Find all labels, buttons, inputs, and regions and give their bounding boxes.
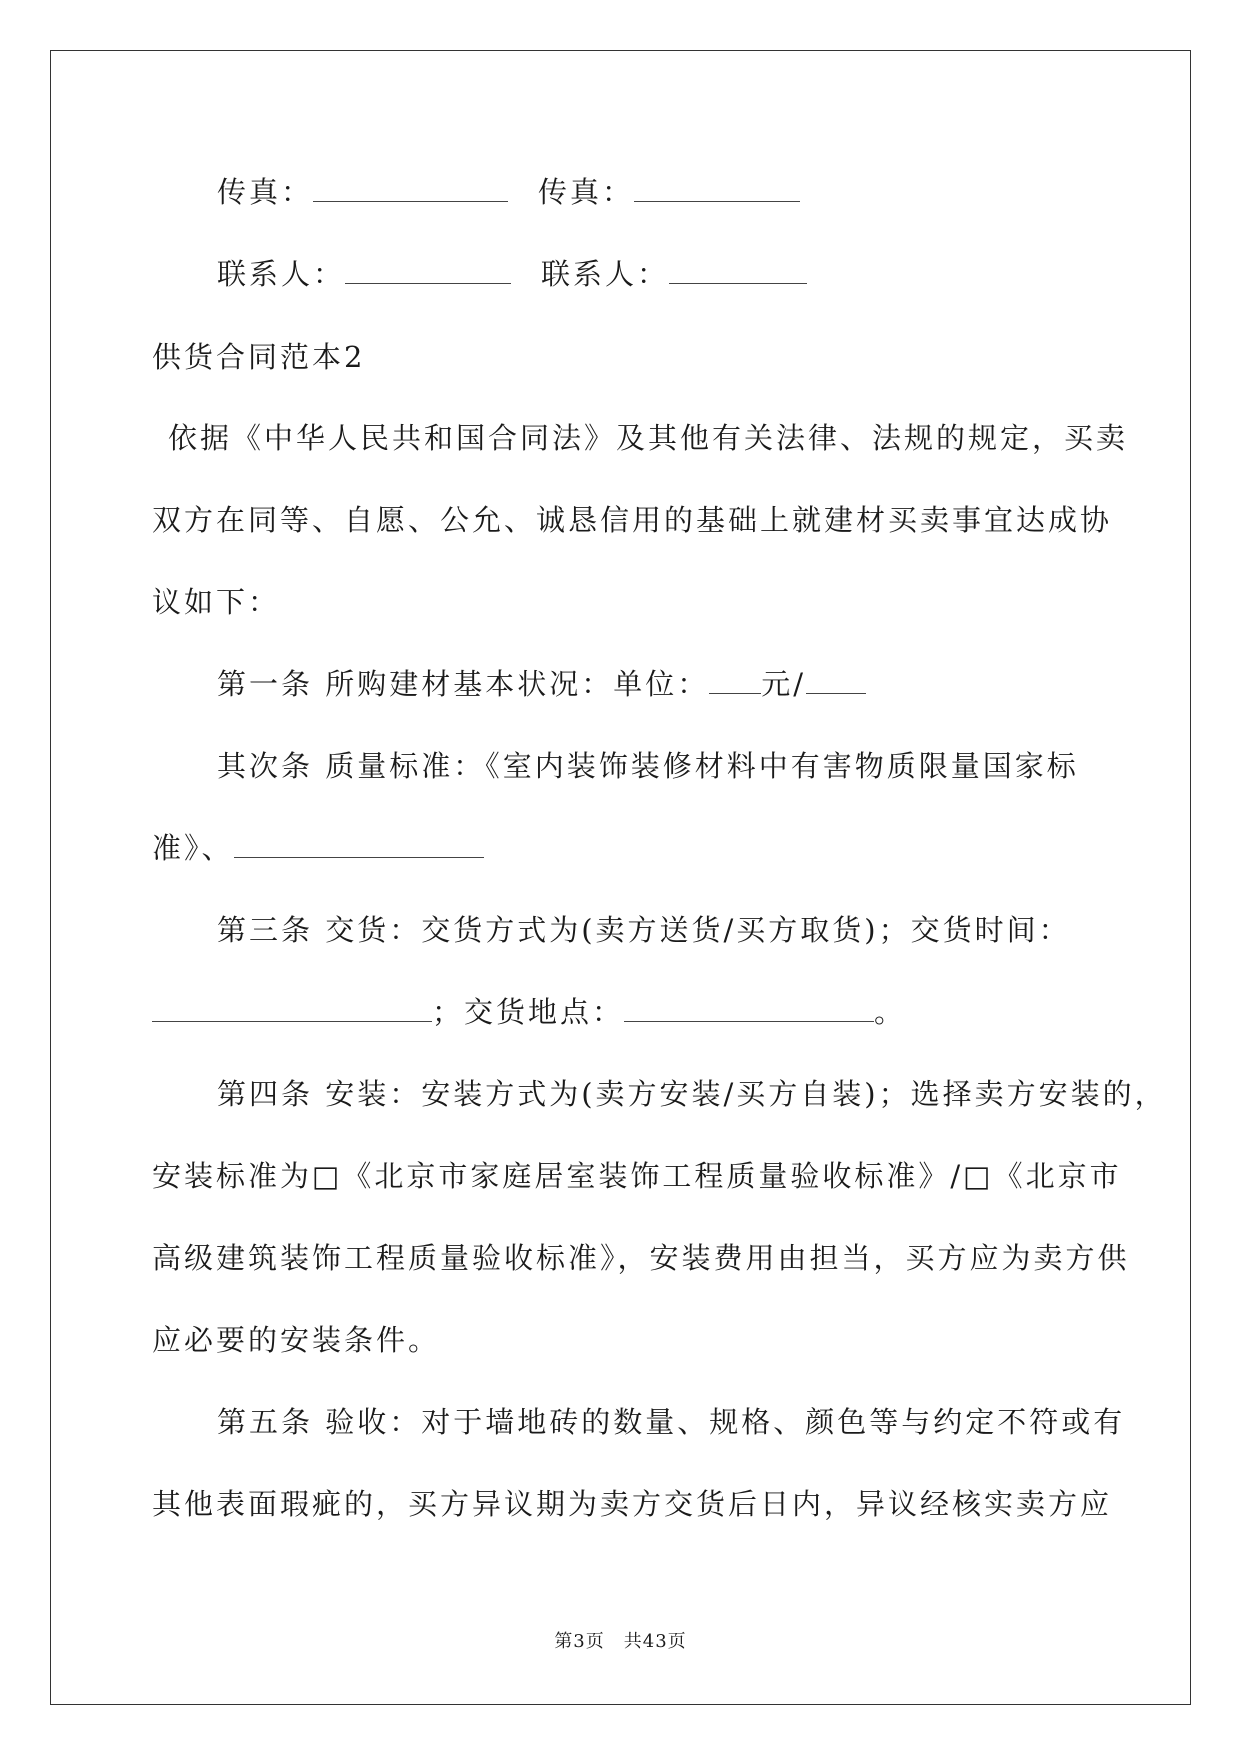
paragraph-line: 双方在同等、自愿、公允、诚恳信用的基础上就建材买卖事宜达成协 xyxy=(152,503,1113,537)
article-3-line: 第三条 交货：交货方式为(卖方送货/买方取货)；交货时间： xyxy=(217,913,1071,947)
delivery-time-blank xyxy=(152,997,432,1022)
article-3-end: 。 xyxy=(874,995,907,1029)
fax-label-right: 传真： xyxy=(538,175,635,209)
article-4-line: 安装标准为□《北京市家庭居室装饰工程质量验收标准》/□《北京市 xyxy=(152,1159,1122,1193)
article-1-line xyxy=(217,664,866,704)
page-frame xyxy=(50,50,1191,1705)
article-2-text: 准》、 xyxy=(152,831,234,865)
article-3-line-2 xyxy=(152,992,906,1032)
article-5-line: 其他表面瑕疵的，买方异议期为卖方交货后日内，异议经核实卖方应 xyxy=(152,1487,1113,1521)
article-1-text: 第一条 所购建材基本状况：单位： xyxy=(217,667,710,701)
section-heading: 供货合同范本2 xyxy=(152,340,366,374)
article-4-line: 应必要的安装条件。 xyxy=(152,1323,441,1357)
article-4-line: 高级建筑装饰工程质量验收标准》，安装费用由担当，买方应为卖方供 xyxy=(152,1241,1130,1275)
paragraph-line: 议如下： xyxy=(152,585,281,619)
standard-blank xyxy=(234,833,484,858)
unit-blank xyxy=(806,669,866,694)
paragraph-line: 依据《中华人民共和国合同法》及其他有关法律、法规的规定，买卖 xyxy=(168,421,1129,455)
fax-blank-left xyxy=(313,177,508,202)
article-2-line: 其次条 质量标准：《室内装饰装修材料中有害物质限量国家标 xyxy=(217,749,1079,783)
article-4-line: 第四条 安装：安装方式为(卖方安装/买方自装)；选择卖方安装的， xyxy=(217,1077,1167,1111)
fax-label-left: 传真： xyxy=(217,175,314,209)
article-3-text: ；交货地点： xyxy=(432,995,625,1029)
contact-blank-right xyxy=(669,259,807,284)
page-number: 第3页 共43页 xyxy=(554,1631,687,1652)
article-1-unit: 元/ xyxy=(761,667,807,701)
article-5-line: 第五条 验收：对于墙地砖的数量、规格、颜色等与约定不符或有 xyxy=(217,1405,1126,1439)
fax-blank-right xyxy=(634,177,800,202)
contact-blank-left xyxy=(345,259,511,284)
delivery-place-blank xyxy=(624,997,874,1022)
contact-label-right: 联系人： xyxy=(541,257,670,291)
fax-row xyxy=(217,172,800,212)
contact-row xyxy=(217,254,807,294)
article-2-line-2 xyxy=(152,828,484,868)
contact-label-left: 联系人： xyxy=(217,257,346,291)
price-blank xyxy=(709,669,761,694)
